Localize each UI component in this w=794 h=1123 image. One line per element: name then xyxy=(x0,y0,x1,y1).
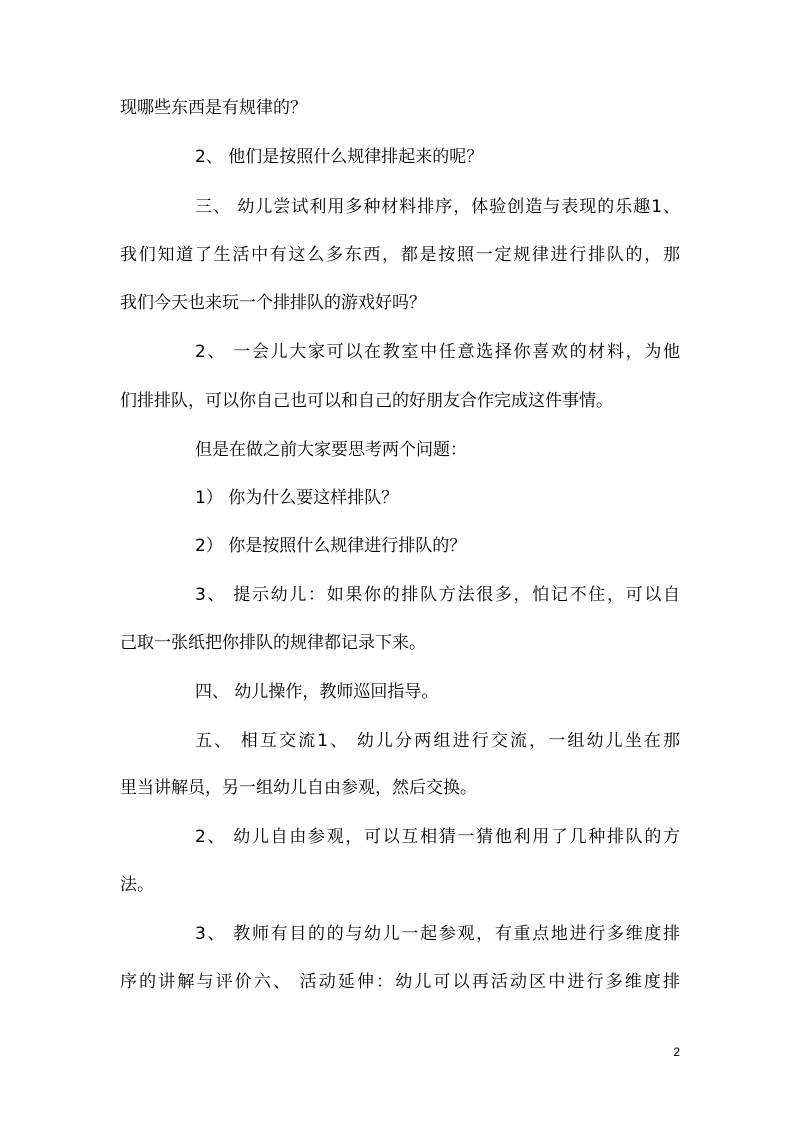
text-line: 我们今天也来玩一个排排队的游戏好吗？ xyxy=(120,293,426,313)
text-line: 2、 一会儿大家可以在教室中任意选择你喜欢的材料，为他 xyxy=(195,342,680,362)
text-line: 四、 幼儿操作，教师巡回指导。 xyxy=(195,682,439,702)
text-line: 但是在做之前大家要思考两个问题： xyxy=(195,440,467,460)
text-line: 3、 教师有目的的与幼儿一起参观，有重点地进行多维度排 xyxy=(195,924,680,944)
text-line: 己取一张纸把你排队的规律都记录下来。 xyxy=(120,633,426,653)
text-line: 3、 提示幼儿：如果你的排队方法很多，怕记不住，可以自 xyxy=(195,585,680,605)
text-line: 我们知道了生活中有这么多东西，都是按照一定规律进行排队的，那 xyxy=(120,245,680,265)
text-line: 五、 相互交流1、 幼儿分两组进行交流，一组幼儿坐在那 xyxy=(195,731,680,751)
text-line: 现哪些东西是有规律的？ xyxy=(120,98,307,118)
text-line: 们排排队，可以你自己也可以和自己的好朋友合作完成这件事情。 xyxy=(120,391,613,411)
text-line: 法。 xyxy=(120,875,154,895)
text-line: 2、 幼儿自由参观，可以互相猜一猜他利用了几种排队的方 xyxy=(195,827,680,847)
text-line: 1） 你为什么要这样排队？ xyxy=(195,488,399,508)
text-line: 里当讲解员，另一组幼儿自由参观，然后交换。 xyxy=(120,778,477,798)
text-line: 三、 幼儿尝试利用多种材料排序，体验创造与表现的乐趣1、 xyxy=(195,197,680,217)
text-line: 2、 他们是按照什么规律排起来的呢？ xyxy=(195,147,484,167)
text-line: 2） 你是按照什么规律进行排队的？ xyxy=(195,536,467,556)
page-number: 2 xyxy=(673,1045,680,1059)
text-line: 序的讲解与评价六、 活动延伸：幼儿可以再活动区中进行多维度排 xyxy=(120,972,680,992)
